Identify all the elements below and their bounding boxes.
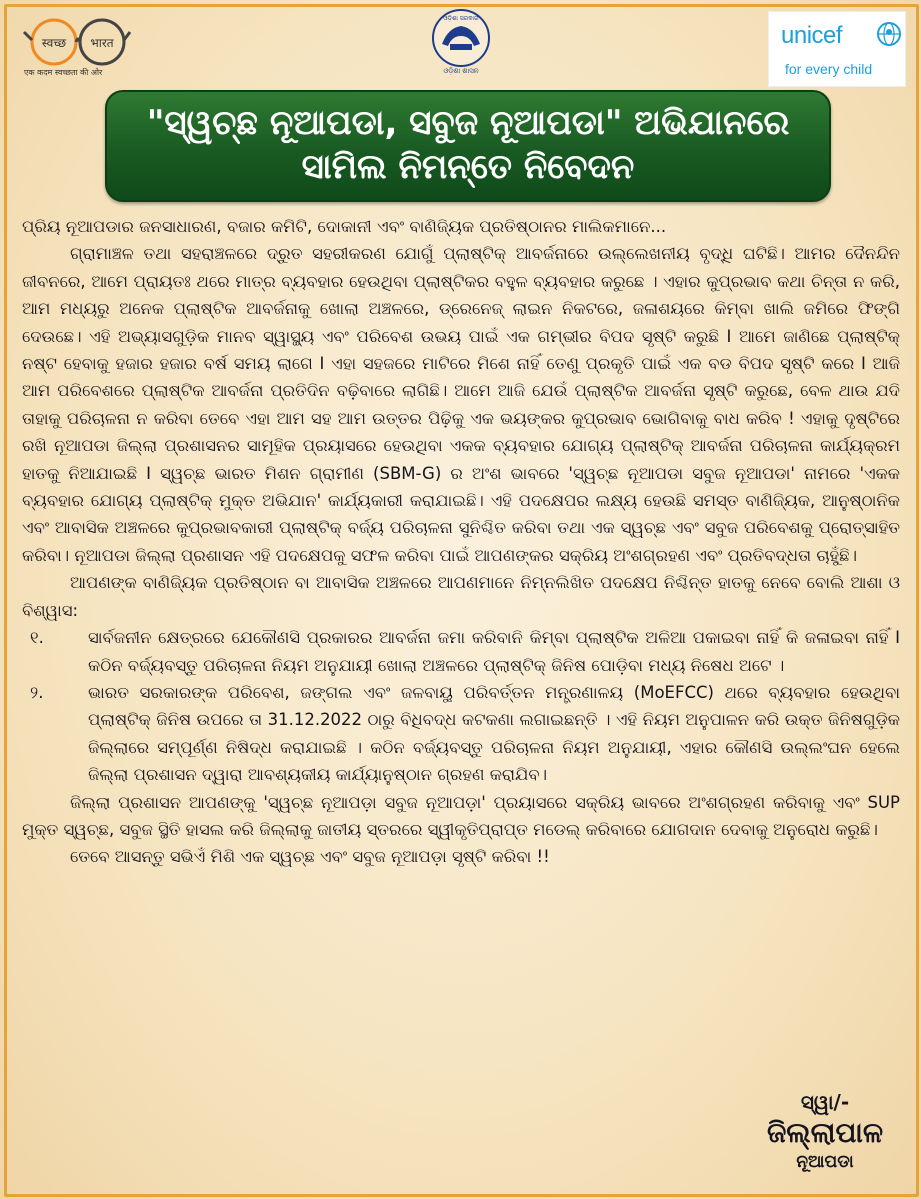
paragraph-3: ଜିଲ୍ଲା ପ୍ରଶାସନ ଆପଣଙ୍କୁ 'ସ୍ୱଚ୍ଛ ନୂଆପଡ଼ା ସବୁଜ ନୂଆପଡ଼ା' ପ୍ରୟାସରେ ସକ୍ରିୟ ଭାବରେ ଅଂଶଗ୍ରହଣ କରିବାକୁ ଏବଂ SUP ମୁକ୍ତ ସ୍ୱଚ୍ଛ, ସବୁଜ ସ୍ଥିତି ହାସଲ କରି ଜିଲ୍ଲାକୁ ଜାତୀୟ ସ୍ତରରେ ସ୍ୱୀକୃତିପ୍ରାପ୍ତ ମଡେଲ୍ କରିବାରେ ଯୋଗଦାନ ଦେବାକୁ ଅନୁରୋଧ କରୁଛି। [22, 792, 900, 839]
list-item [22, 624, 900, 679]
globe-icon [875, 20, 903, 48]
closing-line: ତେବେ ଆସନ୍ତୁ ସଭିଏଁ ମିଶି ଏକ ସ୍ୱଚ୍ଛ ଏବଂ ସବୁଜ ନୂଆପଡ଼ା ସୃଷ୍ଟି କରିବା !! [70, 847, 550, 867]
list-item-number: ୨. [30, 682, 44, 702]
unicef-tagline: for every child [785, 61, 873, 77]
unicef-logo [769, 12, 905, 86]
list-item-number: ୧. [30, 628, 44, 648]
signature-designation: ଜିଲ୍ଲାପାଳ [766, 1116, 884, 1149]
paragraph-2: ଆପଣଙ୍କ ବାଣିଜ୍ୟିକ ପ୍ରତିଷ୍ଠାନ ବା ଆବାସିକ ଅଞ୍ଚଳରେ ଆପଣମାନେ ନିମ୍ନଲିଖିତ ପଦକ୍ଷେପ ନିଶ୍ଚିନ୍ତ ହାତକୁ ନେବେ ବୋଲି ଆଶା ଓ ବିଶ୍ୱାସ: [22, 573, 900, 620]
paragraph-1: ଗ୍ରାମାଞ୍ଚଳ ତଥା ସହରାଞ୍ଚଳରେ ଦ୍ରୁତ ସହରୀକରଣ ଯୋଗୁଁ ପ୍ଲାଷ୍ଟିକ୍ ଆବର୍ଜନାରେ ଉଲ୍ଲେଖନୀୟ ବୃଦ୍ଧି ଘଟିଛି। ଆମର ଦୈନନ୍ଦିନ ଜୀବନରେ, ଆମେ ପ୍ରାୟତଃ ଥରେ ମାତ୍ର ବ୍ୟବହାର ହେଉଥିବା ପ୍ଲାଷ୍ଟିକର ବହୁଳ ବ୍ୟବହାର କରୁଛେ । ଏହାର କୁପ୍ରଭାବ କଥା ଚିନ୍ତା ନ କରି, ଆମ ମଧ୍ୟରୁ ଅନେକ ପ୍ଲାଷ୍ଟିକ ଆବର୍ଜନାକୁ ଖୋଲା ଅଞ୍ଚଳରେ, ଡ୍ରେନେଜ୍ ଲାଇନ ନିକଟରେ, ଜଳାଶୟରେ କିମ୍ବା ଖାଲି ଜମିରେ ଫିଙ୍ଗି ଦେଉଛେ। ଏହି ଅଭ୍ୟାସଗୁଡ଼ିକ ମାନବ ସ୍ୱାସ୍ଥ୍ୟ ଏବଂ ପରିବେଶ ଉଭୟ ପାଇଁ ଏକ ଗମ୍ଭୀର ବିପଦ ସୃଷ୍ଟି କରୁଛି I ଆମେ ଜାଣିଛେ ପ୍ଲାଷ୍ଟିକ୍ ନଷ୍ଟ ହେବାକୁ ହଜାର ହଜାର ବର୍ଷ ସମୟ ଲାଗେ I ଏହା ସହଜରେ ମାଟିରେ ମିଶେ ନାହିଁ ତେଣୁ ପ୍ରକୃତି ପାଇଁ ଏକ ବଡ ବିପଦ ସୃଷ୍ଟି କରେ I ଆଜି ଆମ ପରିବେଶରେ ପ୍ଲାଷ୍ଟିକ ଆବର୍ଜନା ପ୍ରତିଦିନ ବଢ଼ିବାରେ ଲାଗିଛି। ଆମେ ଆଜି ଯେଉଁ ପ୍ଲାଷ୍ଟିକ ଆବର୍ଜନା ସୃଷ୍ଟି କରୁଛେ, ବେଳ ଥାଉ ଯଦି ତାହାକୁ ପରିଚାଳନା ନ କରିବା ତେବେ ଏହା ଆମ ସହ ଆମ ଉତ୍ତର ପିଢ଼ିକୁ ଏକ ଭୟଙ୍କର କୁପ୍ରଭାବ ଭୋଗିବାକୁ ବାଧ କରିବ ! ଏହାକୁ ଦୃଷ୍ଟିରେ ରଖି ନୂଆପଡା ଜିଲ୍ଲା ପ୍ରଶାସନର ସାମୂହିକ ପ୍ରୟାସରେ ହେଉଥିବା ଏକକ ବ୍ୟବହାର ଯୋଗ୍ୟ ପ୍ଲାଷ୍ଟିକ୍ ଆବର୍ଜନା ପରିଚାଳନା କାର୍ଯ୍ୟକ୍ରମ ହାତକୁ ନିଆଯାଇଛି I ସ୍ୱଚ୍ଛ ଭାରତ ମିଶନ ଗ୍ରାମୀଣ (SBM-G) ର ଅଂଶ ଭାବରେ 'ସ୍ୱଚ୍ଛ ନୂଆପଡା ସବୁଜ ନୂଆପଡା' ନାମରେ 'ଏକକ ବ୍ୟବହାର ଯୋଗ୍ୟ ପ୍ଲାଷ୍ଟିକ୍ ମୁକ୍ତ ଅଭିଯାନ' କାର୍ଯ୍ୟକାରୀ କରାଯାଇଛି। ଏହି ପଦକ୍ଷେପର ଲକ୍ଷ୍ୟ ହେଉଛି ସମସ୍ତ ବାଣିଜ୍ୟିକ, ଆନୁଷ୍ଠାନିକ ଏବଂ ଆବାସିକ ଅଞ୍ଚଳରେ କୁପ୍ରଭାବକାରୀ ପ୍ଲାଷ୍ଟିକ୍ ବର୍ଜ୍ୟ ପରିଚାଳନା ସୁନିଶ୍ଚିତ କରିବା ତଥା ଏକ ସ୍ୱଚ୍ଛ ଏବଂ ସବୁଜ ପରିବେଶକୁ ପ୍ରୋତ୍ସାହିତ କରିବା। ନୂଆପଡା ଜିଲ୍ଲା ପ୍ରଶାସନ ଏହି ପଦକ୍ଷେପକୁ ସଫଳ କରିବା ପାଇଁ ଆପଣଙ୍କର ସକ୍ରିୟ ଅଂଶଗ୍ରହଣ ଏବଂ ପ୍ରତିବଦ୍ଧତା ଚାହୁଁଛି। [22, 244, 900, 565]
list-item [22, 679, 900, 789]
unicef-name: unicef [781, 22, 843, 49]
title-banner [105, 90, 831, 202]
glasses-icon [22, 12, 132, 68]
signature-block [740, 1090, 910, 1172]
signature-place: ନୂଆପଡା [796, 1152, 854, 1172]
list-item-text: ଭାରତ ସରକାରଙ୍କ ପରିବେଶ, ଜଙ୍ଗଲ ଏବଂ ଜଳବାୟୁ ପରିବର୍ତ୍ତନ ମନ୍ତ୍ରଣାଳୟ (MoEFCC) ଥରେ ବ୍ୟବହାର ହେଉଥିବା ପ୍ଲାଷ୍ଟିକ୍ ଜିନିଷ ଉପରେ ତା 31.12.2022 ଠାରୁ ବିଧିବଦ୍ଧ କଟକଣା ଲଗାଇଛନ୍ତି । ଏହି ନିୟମ ଅନୁପାଳନ କରି ଉକ୍ତ ଜିନିଷଗୁଡ଼ିକ ଜିଲ୍ଲାରେ ସମ୍ପୂର୍ଣ୍ଣ ନିଷିଦ୍ଧ କରାଯାଇଛି । କଠିନ ବର୍ଜ୍ୟବସ୍ତୁ ପରିଚାଳନା ନିୟମ ଅନୁଯାୟୀ, ଏହାର କୌଣସି ଉଲ୍ଲଂଘନ ହେଲେ ଜିଲ୍ଲା ପ୍ରଶାସନ ଦ୍ୱାରା ଆବଶ୍ୟକୀୟ କାର୍ଯ୍ୟାନୁଷ୍ଠାନ ଗ୍ରହଣ କରାଯିବ। [88, 682, 900, 785]
title-line-2: ସାମିଲ ନିମନ୍ତେ ନିବେଦନ [301, 147, 635, 187]
emblem-bottom-text: ଓଡ଼ିଶା ଶାସନ [443, 67, 479, 75]
list-item-text: ସାର୍ବଜନୀନ କ୍ଷେତ୍ରରେ ଯେକୌଣସି ପ୍ରକାରର ଆବର୍ଜନା ଜମା କରିବାନି କିମ୍ବା ପ୍ଲାଷ୍ଟିକ ଅଳିଆ ପକାଇବା ନାହିଁ କି ଜଳାଇବା ନାହିଁ I କଠିନ ବର୍ଜ୍ୟବସ୍ତୁ ପରିଚାଳନା ନିୟମ ଅନୁଯାୟୀ ଖୋଲା ଅଞ୍ଚଳରେ ପ୍ଲାଷ୍ଟିକ୍ ଜିନିଷ ପୋଡ଼ିବା ମଧ୍ୟ ନିଷେଧ ଅଟେ । [88, 628, 900, 675]
swachh-right-text: भारत [90, 36, 114, 50]
letter-body [22, 213, 900, 871]
salutation: ପ୍ରିୟ ନୂଆପଡାର ଜନସାଧାରଣ, ବଜାର କମିଟି, ଦୋକାନୀ ଏବଂ ବାଣିଜ୍ୟିକ ପ୍ରତିଷ୍ଠାନର ମାଲିକମାନେ... [22, 217, 667, 236]
swachh-left-text: स्वच्छ [41, 36, 67, 50]
emblem-top-text: ଓଡ଼ିଶା ସରକାର [443, 15, 479, 22]
swachh-caption: एक कदम स्वच्छता की ओर [24, 68, 103, 77]
title-line-1: "ସ୍ୱଚ୍ଛ ନୂଆପଡା, ସବୁଜ ନୂଆପଡା" ଅଭିଯାନରେ [146, 103, 790, 143]
odisha-emblem [424, 6, 498, 76]
signature-sd: ସ୍ୱା/- [800, 1090, 850, 1114]
